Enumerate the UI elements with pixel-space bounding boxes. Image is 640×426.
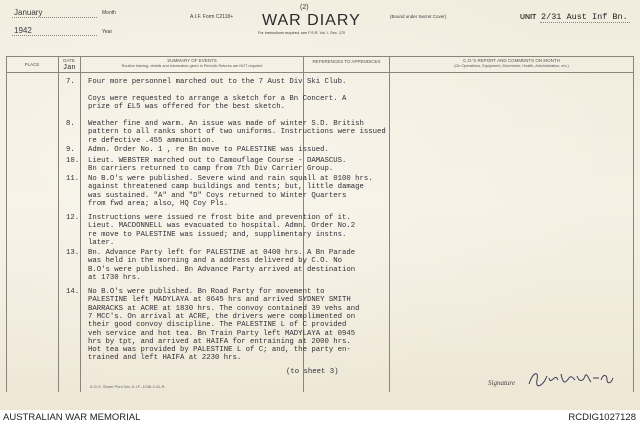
entry-line: Admn. Order No. 1 , re Bn move to PALESTINE was issued.: [88, 146, 329, 154]
month-underline: [12, 17, 97, 18]
col-header-place: PLACE: [24, 62, 40, 67]
month-value: January: [14, 8, 43, 17]
date-header-month: Jan: [63, 64, 76, 72]
year-underline: [12, 35, 97, 36]
unit-label: UNIT: [520, 14, 537, 21]
entry-date: 8.: [66, 120, 75, 128]
year-value: 1942: [14, 26, 32, 35]
entry-line: was sustained. "A" and "D" Coys returned to Winter Quarters: [88, 191, 347, 200]
refs-col-divider: [389, 56, 390, 392]
entry-line: Weather fine and warm. An issue was made of winter S.D. British: [88, 120, 364, 128]
year-label: Year: [102, 29, 113, 35]
table-left-border: [6, 56, 7, 392]
entry-line: No B.O's were published. Bn Road Party for movement to: [88, 288, 325, 296]
entry-date: 14.: [66, 288, 80, 296]
entry-line: against threatened camp buildings and tents; but, little damage: [88, 183, 364, 192]
entry-date: 11.: [66, 175, 80, 183]
entry-line: 7 MCC's. On arrival at ACRE, the drivers were complimented on: [88, 312, 356, 321]
entry-date: 13.: [66, 249, 80, 257]
date-col-divider: [80, 56, 81, 392]
entry-line: B.O's were published. Bn Advance Party arrived at destination: [88, 265, 356, 274]
entry-line: Coys were requested to arrange a sketch for a Bn Concert. A: [88, 94, 347, 103]
col-header-date: DATE: [63, 58, 75, 63]
footer-catalogue-id: RCDIG1027128: [568, 412, 636, 423]
table-top-border: [6, 56, 634, 57]
entry-line: hrs by tpt, and arrived at HAIFA for entraining at 2000 hrs.: [88, 337, 351, 346]
entry-date: 7.: [66, 78, 75, 86]
continuation-note: (to sheet 3): [286, 368, 339, 376]
entry-date: 9.: [66, 146, 75, 154]
entry-line: from fwd area; also, HQ Coy Pls.: [88, 199, 229, 208]
signature-handwritten-icon: [525, 366, 625, 390]
col-header-co-report: C.O.'S REPORT AND COMMENTS ON MONTH: [463, 58, 560, 63]
print-note: A.G.S. Sheet Print Ser. A.I.F.-1038-2.41-R.: [90, 384, 166, 389]
form-number: A.I.F. Form C2118+: [190, 14, 234, 20]
entry-line: BARRACKS at ACRE at 1830 hrs. The convoy contained 39 vehs and: [88, 304, 360, 313]
entry-line: later.: [88, 238, 115, 247]
signature-label: Signature: [488, 379, 515, 387]
entry-date: 12.: [66, 214, 80, 222]
entry-line: No B.O's were published. Severe wind and rain squall at 0100 hrs.: [88, 175, 373, 183]
entry-line: Lieut. WEBSTER marched out to Camouflage Course - DAMASCUS.: [88, 157, 347, 165]
entry-line: at 1730 hrs.: [88, 273, 141, 282]
entry-line: re defective .455 ammunition.: [88, 136, 215, 145]
page-title: WAR DIARY: [262, 12, 361, 29]
entry-line: prize of £L5 was offered for the best sketch.: [88, 102, 286, 111]
entry-line: re move to PALESTINE was issued; and, supplimentary instns.: [88, 230, 347, 239]
col-header-refs: REFERENCES TO APPENDICES: [312, 59, 381, 64]
table-right-border: [633, 56, 634, 392]
place-col-divider: [58, 56, 59, 392]
entry-line: trained and left HAIFA at 2230 hrs.: [88, 354, 242, 363]
entry-line: Hot tea was provided by PALESTINE L of C; and, the party en-: [88, 346, 351, 355]
page-number: (2): [300, 4, 309, 11]
entry-line: Four more personnel marched out to the 7 Aust Div Ski Club.: [88, 78, 347, 86]
cover-note: (Bound under Secret Cover): [390, 14, 447, 19]
entry-line: Bn carriers returned to camp from 7th Div Carrier Group.: [88, 165, 334, 174]
unit-underline: [540, 22, 630, 23]
col-header-summary: SUMMARY OF EVENTS: [167, 58, 217, 63]
entry-line: Bn. Advance Party left for PALESTINE at 0400 hrs. A Bn Parade: [88, 249, 356, 257]
footer-institution: AUSTRALIAN WAR MEMORIAL: [3, 412, 141, 423]
entry-line: Instructions were issued re frost bite and prevention of it.: [88, 214, 351, 222]
table-header-bottom-border: [6, 72, 634, 73]
entry-line: their good convoy discipline. The PALESTINE L of C provided: [88, 321, 347, 330]
entry-line: pattern to all ranks short of two uniforms. Instructions were issued: [88, 128, 386, 137]
col-header-co-sub: (On Operations, Equipment, Movement, Health, Administration, etc.): [454, 64, 569, 68]
col-header-summary-sub: Routine training, details and information given in Periodic Returns are NOT required: [121, 64, 263, 68]
entry-line: was held in the morning and a address delivered by C.O. No: [88, 257, 342, 266]
entry-line: veh service and hot tea. Bn Train Party left MADYLAYA at 0945: [88, 329, 356, 338]
instructions-note: For instructions required, see F.S.R. Vol. I, Sec. 170: [258, 31, 346, 35]
entry-line: PALESTINE left MADYLAYA at 0645 hrs and arrived SYDNEY SMITH: [88, 296, 351, 305]
entry-line: Lieut. MACDONNELL was evacuated to hospital. Admn. Order No.2: [88, 222, 356, 231]
month-label: Month: [102, 10, 116, 16]
entry-date: 10.: [66, 157, 80, 165]
unit-value: 2/31 Aust Inf Bn.: [541, 12, 628, 22]
